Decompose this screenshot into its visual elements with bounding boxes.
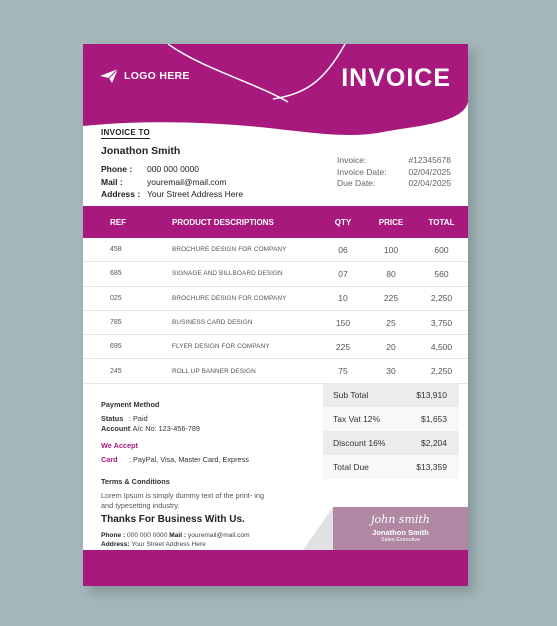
cell-price: 25 <box>386 317 396 328</box>
footer-address-label: Address: <box>101 541 130 548</box>
account-label: Account <box>101 424 131 433</box>
invoice-to-label: INVOICE TO <box>101 128 151 137</box>
phone-value: 000 000 0000 <box>147 164 199 174</box>
footer-contact <box>101 531 250 549</box>
cell-ref: 685 <box>110 270 122 278</box>
table-header <box>83 206 468 238</box>
customer-contact <box>101 163 243 201</box>
signer-role: Sales Executive <box>380 537 421 543</box>
due-date: 02/04/2025 <box>408 178 451 188</box>
cell-qty: 75 <box>338 366 348 377</box>
phone-label: Phone : <box>101 164 133 174</box>
cell-ref: 245 <box>110 367 122 375</box>
address-label: Address : <box>101 189 141 199</box>
items-table <box>83 206 468 384</box>
we-accept-title: We Accept <box>101 441 138 450</box>
cell-description: ROLL UP BANNER DESIGN <box>172 367 256 375</box>
cell-price: 80 <box>386 268 396 279</box>
cell-qty: 06 <box>338 244 348 255</box>
footer-address: Your Street Address Here <box>131 541 206 548</box>
signer-name: Jonathon Smith <box>372 528 429 537</box>
logo-text: LOGO HERE <box>124 70 190 82</box>
table-row <box>83 287 468 311</box>
header-ref: REF <box>110 217 126 227</box>
discount-label: Discount 16% <box>333 438 386 448</box>
cell-total: 560 <box>434 268 449 279</box>
cell-total: 600 <box>434 244 449 255</box>
cell-description: BROCHURE DESIGN FOR COMPANY <box>172 294 287 302</box>
invoice-to-block <box>101 122 243 201</box>
footer-phone-label: Phone : <box>101 532 126 539</box>
account-value: : A/c No: 123-456-789 <box>129 424 200 433</box>
invoice-date: 02/04/2025 <box>408 166 451 177</box>
mail-value: youremail@mail.com <box>147 176 227 187</box>
signature: john smith <box>371 513 430 526</box>
paper-plane-icon <box>99 68 119 84</box>
subtotal-value: $13,910 <box>416 390 447 400</box>
cell-ref: 695 <box>110 343 122 351</box>
cell-price: 225 <box>383 293 399 304</box>
header-total: TOTAL <box>428 217 455 227</box>
customer-name: Jonathon Smith <box>101 145 181 157</box>
mail-label: Mail : <box>101 176 123 187</box>
cell-total: 2,250 <box>430 366 453 377</box>
cell-description: BROCHURE DESIGN FOR COMPANY <box>172 246 287 254</box>
card-value: : PayPal, Visa, Master Card, Express <box>129 455 249 464</box>
footer-phone: 000 000 0000 <box>127 532 168 539</box>
invoice-number: #12345678 <box>408 155 451 165</box>
status-label: Status <box>101 414 124 423</box>
cell-price: 100 <box>383 244 399 255</box>
logo <box>99 68 190 84</box>
footer-mail: youremail@mail.com <box>187 532 250 539</box>
cell-total: 4,500 <box>430 341 453 352</box>
cell-qty: 07 <box>338 268 348 279</box>
footer-band <box>83 550 468 586</box>
tax-label: Tax Vat 12% <box>333 414 381 424</box>
subtotal-row <box>323 383 459 407</box>
cell-qty: 10 <box>338 293 348 304</box>
header-qty: QTY <box>334 217 352 227</box>
cell-total: 2,250 <box>430 293 453 304</box>
signature-box <box>333 507 468 550</box>
cell-description: SIGNAGE AND BILLBOARD DESIGN <box>172 270 283 278</box>
table-row <box>83 359 468 383</box>
cell-description: BUSINESS CARD DESIGN <box>172 319 253 327</box>
due-date-label: Due Date: <box>337 178 376 188</box>
invoice-date-label: Invoice Date: <box>337 166 387 177</box>
cell-price: 30 <box>386 366 396 377</box>
invoice-title: INVOICE <box>341 64 451 92</box>
status-value: : Paid <box>129 414 148 423</box>
cell-price: 20 <box>386 341 396 352</box>
table-row <box>83 238 468 262</box>
signature-accent <box>303 507 333 550</box>
payment-method-title: Payment Method <box>101 400 160 409</box>
card-label: Card <box>101 455 118 464</box>
total-due-row <box>323 455 459 479</box>
invoice-sheet <box>83 44 468 586</box>
cell-qty: 225 <box>335 341 351 352</box>
discount-row <box>323 431 459 455</box>
cell-total: 3,750 <box>430 317 453 328</box>
totals-block <box>323 383 459 479</box>
footer-mail-label: Mail : <box>169 532 187 539</box>
cell-ref: 785 <box>110 319 122 327</box>
discount-value: $2,204 <box>421 438 447 448</box>
terms-text: Lorem Ipsum is simply dummy text of the print- ing and typesetting industry. <box>101 491 265 510</box>
cell-ref: 458 <box>110 246 122 254</box>
table-row <box>83 262 468 286</box>
terms-title: Terms & Conditions <box>101 477 170 486</box>
tax-row <box>323 407 459 431</box>
tax-value: $1,653 <box>421 414 447 424</box>
thanks-message: Thanks For Business With Us. <box>101 514 245 525</box>
subtotal-label: Sub Total <box>333 390 369 400</box>
payment-block <box>101 400 271 510</box>
invoice-meta <box>337 155 451 190</box>
cell-ref: 025 <box>110 294 122 302</box>
invoice-number-label: Invoice: <box>337 155 367 165</box>
cell-description: FLYER DESIGN FOR COMPANY <box>172 343 270 351</box>
table-row <box>83 335 468 359</box>
header-price: PRICE <box>378 217 404 227</box>
header-description: PRODUCT DESCRIPTIONS <box>172 217 274 227</box>
table-row <box>83 311 468 335</box>
address-value: Your Street Address Here <box>147 189 244 199</box>
cell-qty: 150 <box>335 317 351 328</box>
total-due-value: $13,359 <box>416 462 447 472</box>
total-due-label: Total Due <box>333 462 369 472</box>
